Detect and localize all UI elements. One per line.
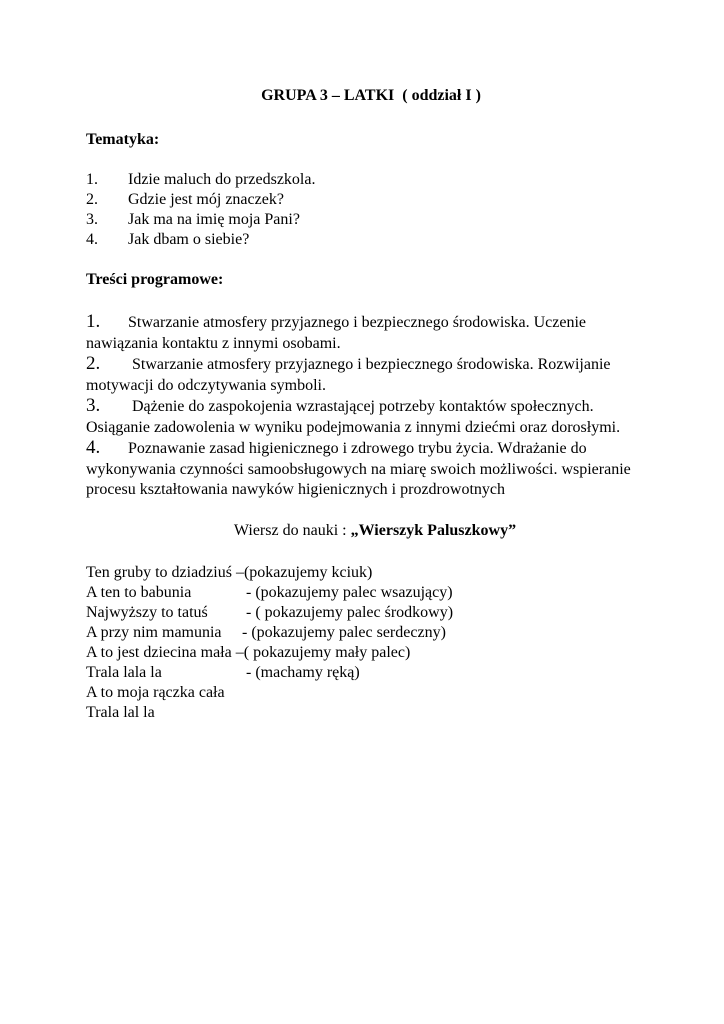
poem-line-text: Najwyższy to tatuś: [86, 603, 208, 621]
topic-item: [86, 190, 646, 210]
topic-text: Idzie maluch do przedszkola.: [128, 171, 316, 188]
spacer: [86, 150, 646, 170]
topic-number: 2.: [86, 191, 98, 208]
topic-item: [86, 170, 646, 190]
poem-line-gesture: - (pokazujemy palec wsazujący): [246, 583, 453, 601]
topic-item: [86, 210, 646, 230]
poem-line: [86, 643, 646, 663]
spacer: [86, 541, 646, 563]
poem-line-text: A to moja rączka cała: [86, 683, 225, 701]
topic-text: Jak dbam o siebie?: [128, 231, 250, 248]
program-heading: Treści programowe:: [86, 271, 224, 288]
poem-line: [86, 703, 646, 723]
topics-list: [86, 170, 646, 250]
program-item: [86, 354, 646, 396]
spacer: [86, 501, 646, 521]
program-text: Dążenie do zaspokojenia wzrastającej potrzeby kontaktów społecznych. Osiąganie zadowolenia w wyniku podejmowania z innymi dziećmi oraz dorosłymi.: [86, 398, 621, 436]
program-item: [86, 396, 646, 438]
poem-line: [86, 623, 646, 643]
poem-heading: [86, 521, 646, 541]
poem-title: „Wierszyk Paluszkowy”: [350, 521, 517, 539]
poem-line-gesture: (pokazujemy kciuk): [243, 563, 373, 581]
poem-line-text: A ten to babunia: [86, 583, 192, 601]
program-number: 2.: [86, 353, 101, 374]
poem-line: [86, 603, 646, 623]
poem-line-text: A przy nim mamunia: [86, 623, 222, 641]
document-page: [86, 86, 646, 723]
spacer: [86, 250, 646, 270]
poem-intro: Wiersz do nauki :: [233, 521, 351, 539]
topic-number: 3.: [86, 211, 98, 228]
poem-line-gesture: - (machamy ręką): [246, 663, 360, 681]
topic-text: Jak ma na imię moja Pani?: [128, 211, 300, 228]
program-item: [86, 438, 646, 501]
poem-line: [86, 683, 646, 703]
topics-heading: Tematyka:: [86, 131, 160, 148]
spacer: [86, 106, 646, 130]
poem-line-gesture: - ( pokazujemy palec środkowy): [246, 603, 454, 621]
program-text: Stwarzanie atmosfery przyjaznego i bezpiecznego środowiska. Rozwijanie motywacji do odczytywania symboli.: [86, 356, 611, 394]
program-number: 1.: [86, 311, 101, 332]
topic-item: [86, 230, 646, 250]
spacer: [86, 290, 646, 312]
program-item: [86, 312, 646, 354]
program-number: 3.: [86, 395, 101, 416]
poem-line-text: Trala lal la: [86, 703, 155, 721]
program-text: Stwarzanie atmosfery przyjaznego i bezpiecznego środowiska. Uczenie nawiązania kontaktu z innymi osobami.: [86, 314, 587, 352]
poem-line-text: Ten gruby to dziadziuś –: [86, 563, 244, 581]
document-title: GRUPA 3 – LATKI ( oddział I ): [261, 87, 481, 104]
program-text: Poznawanie zasad higienicznego i zdrowego trybu życia. Wdrażanie do wykonywania czynności samoobsługowych na miarę swoich możliwości. wspieranie procesu kształtowania nawyków higienicznych i prozdrowotnych: [86, 440, 631, 498]
topic-number: 1.: [86, 171, 98, 188]
poem-line: [86, 583, 646, 603]
poem-line-gesture: ( pokazujemy mały palec): [243, 643, 411, 661]
poem-body: [86, 563, 646, 723]
program-list: [86, 312, 646, 501]
poem-line-gesture: - (pokazujemy palec serdeczny): [242, 623, 446, 641]
topic-text: Gdzie jest mój znaczek?: [128, 191, 284, 208]
topic-number: 4.: [86, 231, 98, 248]
poem-line-text: A to jest dziecina mała –: [86, 643, 244, 661]
poem-line-text: Trala lala la: [86, 663, 162, 681]
program-number: 4.: [86, 437, 101, 458]
poem-line: [86, 563, 646, 583]
poem-line: [86, 663, 646, 683]
